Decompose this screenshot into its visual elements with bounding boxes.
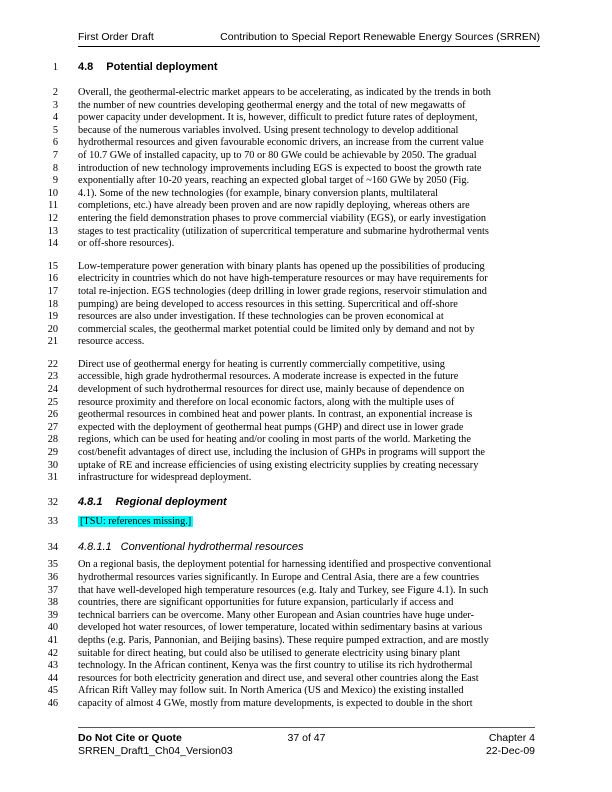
line-number: 25 bbox=[47, 396, 58, 408]
heading-title: Regional deployment bbox=[115, 495, 227, 508]
line-number: 8 bbox=[52, 162, 58, 174]
line-number: 13 bbox=[47, 225, 58, 237]
text-line bbox=[40, 163, 592, 176]
line-text: power capacity under development. It is, however, difficult to predict future rates of deployment, bbox=[78, 112, 478, 124]
text-line bbox=[40, 359, 592, 372]
heading-text bbox=[78, 540, 303, 554]
footer-spacer bbox=[239, 745, 373, 758]
text-line bbox=[40, 273, 592, 286]
header-draft-label: First Order Draft bbox=[78, 31, 154, 43]
line-text: African Rift Valley may follow suit. In North America (US and Mexico) the existing installed bbox=[78, 685, 464, 697]
line-number: 39 bbox=[47, 609, 58, 621]
line-number: 18 bbox=[47, 298, 58, 310]
line-text: pumping) are being developed to access resources in this setting. Supercritical and off-shore bbox=[78, 298, 458, 310]
heading-label: 4.8 bbox=[78, 61, 94, 73]
line-text: the number of new countries developing geothermal energy and the total of new megawatts of bbox=[78, 99, 466, 111]
line-number: 7 bbox=[52, 149, 58, 161]
text-line bbox=[40, 226, 592, 239]
line-number: 9 bbox=[52, 175, 58, 187]
text-line bbox=[40, 434, 592, 447]
document-body bbox=[40, 60, 592, 721]
line-text: of 10.7 GWe of installed capacity, up to 70 or 80 GWe could be achievable by 2050. The gradual bbox=[78, 149, 477, 161]
line-number: 4 bbox=[52, 112, 58, 124]
footer-classification: Do Not Cite or Quote bbox=[78, 732, 182, 744]
text-line bbox=[40, 559, 592, 572]
line-text: because of the numerous variables involved. Using present technology to develop additional bbox=[78, 124, 459, 136]
heading-title: Conventional hydrothermal resources bbox=[120, 541, 304, 554]
text-line bbox=[40, 311, 592, 324]
line-text: technology. In the African continent, Kenya was the first country to utilise its rich hydrothermal bbox=[78, 660, 473, 672]
line-number: 20 bbox=[47, 323, 58, 335]
line-number: 33 bbox=[47, 515, 58, 527]
line-text: hydrothermal resources and given favourable economic drivers, an increase from the current value bbox=[78, 137, 484, 149]
heading-label: 4.8.1.1 bbox=[78, 541, 112, 554]
line-text: completions, etc.) have already been proven and are now rapidly deploying, whereas others are bbox=[78, 200, 470, 212]
line-text: resource proximity and therefore on local economic factors, along with the multiple uses of bbox=[78, 396, 455, 408]
line-number: 42 bbox=[47, 647, 58, 659]
line-number: 1 bbox=[52, 62, 58, 73]
text-line bbox=[40, 397, 592, 410]
tsu-note-line bbox=[40, 516, 592, 529]
text-line bbox=[40, 460, 592, 473]
text-line bbox=[40, 622, 592, 635]
text-line bbox=[40, 698, 592, 711]
line-number: 11 bbox=[48, 200, 58, 212]
footer-row-1 bbox=[78, 732, 535, 745]
line-text: countries, there are significant opportunities for future expansion, particularly if access and bbox=[78, 597, 454, 609]
line-number: 44 bbox=[47, 672, 58, 684]
line-text: uptake of RE and increase efficiencies of using existing electricity supplies by creating necessary bbox=[78, 459, 479, 471]
paragraph bbox=[40, 261, 592, 349]
text-line bbox=[40, 112, 592, 125]
line-text: resources for both electricity generation and direct use, and several other countries along the East bbox=[78, 672, 479, 684]
text-line bbox=[40, 409, 592, 422]
text-line bbox=[40, 137, 592, 150]
line-number: 29 bbox=[47, 447, 58, 459]
text-line bbox=[40, 324, 592, 337]
heading-title: Potential deployment bbox=[106, 61, 218, 73]
line-text: hydrothermal resources varies significantly. In Europe and Central Asia, there are a few countries bbox=[78, 572, 480, 583]
heading-label: 4.8.1 bbox=[78, 495, 103, 508]
line-number: 2 bbox=[52, 87, 58, 98]
line-number: 19 bbox=[47, 311, 58, 323]
line-text: developed hot water resources, of lower temperature, located within sedimentary basins at various bbox=[78, 622, 483, 634]
line-number: 3 bbox=[52, 99, 58, 111]
line-text: infrastructure for widespread deployment. bbox=[78, 472, 252, 484]
line-text: resource access. bbox=[78, 336, 145, 348]
tsu-note-highlight: [TSU: references missing.] bbox=[80, 515, 192, 527]
line-number: 46 bbox=[47, 697, 58, 709]
line-text: Overall, the geothermal-electric market appears to be accelerating, as indicated by the trends in both bbox=[78, 87, 491, 98]
heading-text bbox=[78, 60, 218, 74]
paragraph bbox=[40, 87, 592, 251]
page-header bbox=[78, 31, 540, 47]
line-text: 4.1). Some of the new technologies (for example, binary conversion plants, multilateral bbox=[78, 187, 439, 199]
line-number: 23 bbox=[47, 371, 58, 383]
line-number: 6 bbox=[52, 137, 58, 149]
text-line bbox=[40, 299, 592, 312]
heading-text bbox=[78, 495, 227, 509]
line-text: technical barriers can be overcome. Many other European and Asian countries have huge under- bbox=[78, 609, 475, 621]
section-heading bbox=[40, 495, 592, 510]
text-line bbox=[40, 648, 592, 661]
line-number: 28 bbox=[47, 434, 58, 446]
line-number: 5 bbox=[52, 124, 58, 136]
line-text: On a regional basis, the deployment potential for harnessing identified and prospective conventional bbox=[78, 559, 492, 571]
page-footer bbox=[78, 727, 535, 758]
text-line bbox=[40, 371, 592, 384]
footer-date: 22-Dec-09 bbox=[485, 745, 535, 757]
line-number: 21 bbox=[47, 336, 58, 348]
line-number: 34 bbox=[47, 542, 58, 554]
text-line bbox=[40, 422, 592, 435]
line-text: geothermal resources in combined heat and power plants. In contrast, an exponential increase is bbox=[78, 409, 473, 421]
line-text: stages to test practicality (utilization of supercritical temperature and submarine hydrothermal vents bbox=[78, 225, 489, 237]
line-number: 22 bbox=[47, 358, 58, 370]
line-number: 27 bbox=[47, 421, 58, 433]
text-line bbox=[40, 125, 592, 138]
line-text: depths (e.g. Paris, Pannonian, and Beijing basins). These require pumped extraction, and are mostly bbox=[78, 634, 489, 646]
line-number: 24 bbox=[47, 384, 58, 396]
text-line bbox=[40, 200, 592, 213]
line-number: 37 bbox=[47, 584, 58, 596]
text-line bbox=[40, 261, 592, 274]
line-number: 30 bbox=[47, 459, 58, 471]
line-text: development of such hydrothermal resources for direct use, mainly because of dependence on bbox=[78, 384, 465, 396]
text-line bbox=[40, 447, 592, 460]
line-text: total re-injection. EGS technologies (deep drilling in lower grade regions, reservoir stimulation and bbox=[78, 285, 487, 297]
text-line bbox=[40, 213, 592, 226]
text-line bbox=[40, 610, 592, 623]
line-text: introduction of new technology improvements including EGS is expected to boost the growth rate bbox=[78, 162, 482, 174]
text-line bbox=[40, 472, 592, 485]
line-number: 45 bbox=[47, 685, 58, 697]
section-heading bbox=[40, 60, 592, 75]
text-line bbox=[40, 175, 592, 188]
line-text: resources are also under investigation. If these technologies can be proven economical at bbox=[78, 311, 444, 323]
line-number: 16 bbox=[47, 273, 58, 285]
text-line bbox=[40, 673, 592, 686]
line-text: that have well-developed high temperature resources (e.g. Italy and Turkey, see Figure 4.1). In such bbox=[78, 584, 489, 596]
line-number: 14 bbox=[47, 238, 58, 250]
line-text: exponentially after 10-20 years, reaching an expected global target of ~160 GWe by 2050 (Fig. bbox=[78, 175, 470, 187]
line-text: expected with the deployment of geothermal heat pumps (GHP) and direct use in lower grade bbox=[78, 421, 464, 433]
line-number: 41 bbox=[47, 634, 58, 646]
footer-version: SRREN_Draft1_Ch04_Version03 bbox=[78, 745, 233, 757]
text-line bbox=[40, 660, 592, 673]
line-number: 26 bbox=[47, 409, 58, 421]
line-text: Direct use of geothermal energy for heating is currently commercially competitive, using bbox=[78, 358, 445, 370]
text-line bbox=[40, 384, 592, 397]
text-line bbox=[40, 597, 592, 610]
paragraph bbox=[40, 559, 592, 710]
text-line bbox=[40, 685, 592, 698]
line-number: 43 bbox=[47, 660, 58, 672]
header-report-title: Contribution to Special Report Renewable Energy Sources (SRREN) bbox=[220, 31, 540, 43]
text-line bbox=[40, 585, 592, 598]
line-text: Low-temperature power generation with binary plants has opened up the possibilities of producing bbox=[78, 260, 485, 272]
line-text: regions, which can be used for heating and/or cooling in most parts of the world. Marketing the bbox=[78, 434, 471, 446]
paragraph bbox=[40, 359, 592, 485]
line-text: accessible, high grade hydrothermal resources. A moderate increase is expected in the future bbox=[78, 371, 459, 383]
line-text: commercial scales, the geothermal market potential could be limited only by demand and not by bbox=[78, 323, 475, 335]
footer-chapter: Chapter 4 bbox=[488, 732, 535, 744]
section-heading bbox=[40, 540, 592, 555]
line-number: 35 bbox=[47, 559, 58, 571]
text-line bbox=[40, 286, 592, 299]
line-number: 17 bbox=[47, 285, 58, 297]
line-number: 15 bbox=[47, 260, 58, 272]
text-line bbox=[40, 150, 592, 163]
line-number: 32 bbox=[47, 496, 58, 508]
text-line bbox=[40, 100, 592, 113]
line-text: or off-shore resources). bbox=[78, 238, 175, 250]
text-line bbox=[40, 336, 592, 349]
text-line bbox=[40, 188, 592, 201]
line-number: 40 bbox=[47, 622, 58, 634]
line-text: electricity in countries which do not have high-temperature resources or may have requirements for bbox=[78, 273, 488, 285]
text-line bbox=[40, 635, 592, 648]
text-line bbox=[40, 87, 592, 100]
line-text: capacity of almost 4 GWe, mostly from mature developments, is expected to double in the short bbox=[78, 697, 473, 709]
line-number: 12 bbox=[47, 212, 58, 224]
text-line bbox=[40, 572, 592, 585]
line-number: 38 bbox=[47, 597, 58, 609]
line-text: entering the field demonstration phases to prove commercial viability (EGS), or early investigation bbox=[78, 212, 487, 224]
text-line bbox=[40, 238, 592, 251]
line-number: 36 bbox=[47, 572, 58, 583]
line-number: 10 bbox=[47, 187, 58, 199]
line-text: cost/benefit advantages of direct use, including the inclusion of GHPs in programs will support the bbox=[78, 447, 485, 459]
line-text: suitable for direct heating, but could also be utilised to generate electricity using binary plant bbox=[78, 647, 461, 659]
footer-page-number: 37 of 47 bbox=[287, 732, 326, 744]
line-number: 31 bbox=[47, 472, 58, 484]
footer-row-2 bbox=[78, 745, 535, 758]
